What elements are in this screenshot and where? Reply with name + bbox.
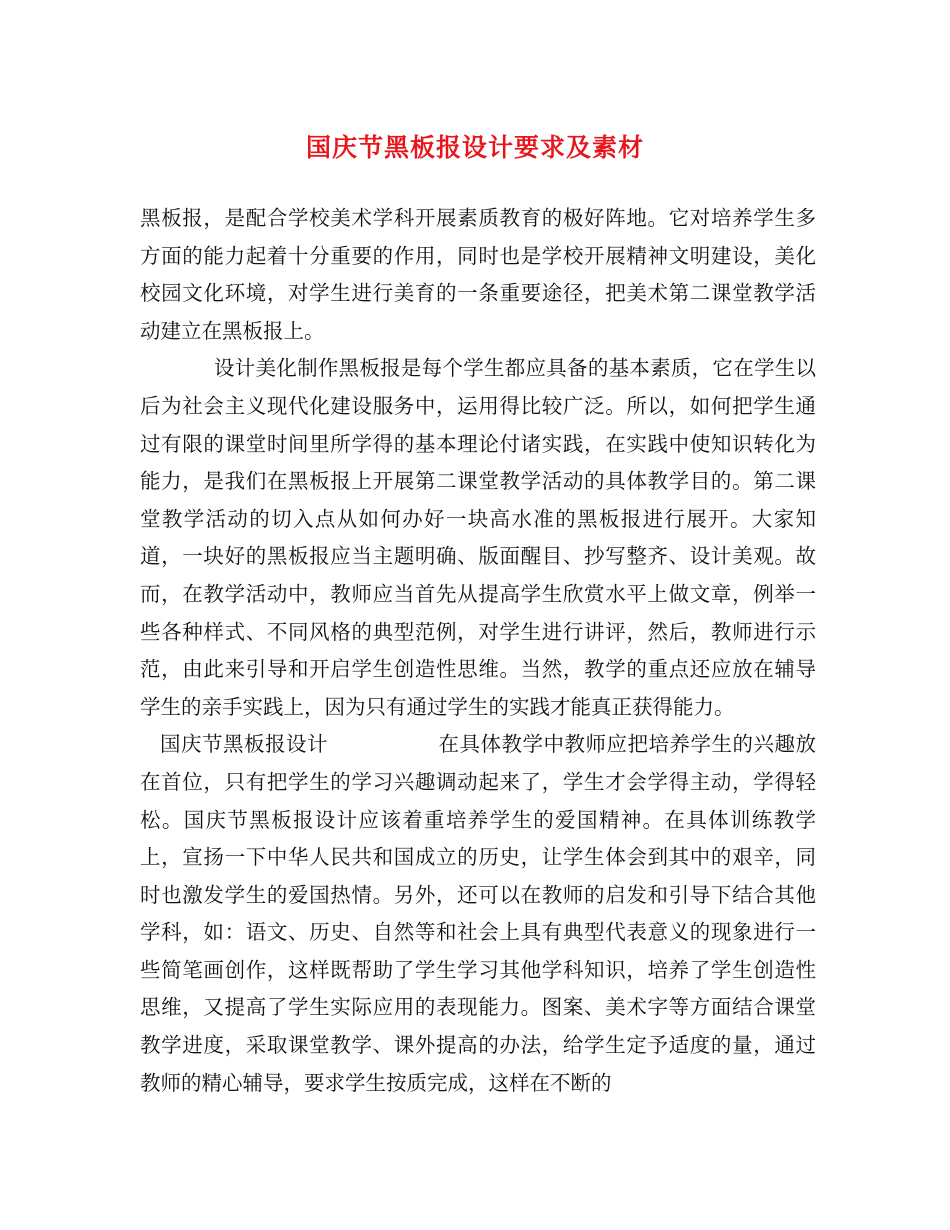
section-label: 国庆节黑板报设计 (160, 732, 328, 757)
page-title: 国庆节黑板报设计要求及素材 (305, 133, 644, 162)
paragraph-national-day-text: 在具体教学中教师应把培养学生的兴趣放在首位，只有把学生的学习兴趣调动起来了，学生才会学得主动，学得轻松。国庆节黑板报设计应该着重培养学生的爱国精神。在具体训练教学上，宣扬一下中华人民共和国成立的历史，让学生体会到其中的艰辛，同时也激发学生的爱国热情。另外，还可以在教师的启发和引导下结合其他学科，如：语文、历史、自然等和社会上具有典型代表意义的现象进行一些简笔画创作，这样既帮助了学生学习其他学科知识，培养了学生创造性思维，又提高了学生实际应用的表现能力。图案、美术字等方面结合课堂教学进度，采取课堂教学、课外提高的办法，给学生定予适度的量，通过教师的精心辅导，要求学生按质完成，这样在不断的 (140, 732, 816, 1095)
paragraph-national-day (140, 726, 816, 1102)
document-body (140, 200, 816, 1102)
paragraph-design-quality: 设计美化制作黑板报是每个学生都应具备的基本素质，它在学生以后为社会主义现代化建设服务中，运用得比较广泛。所以，如何把学生通过有限的课堂时间里所学得的基本理论付诸实践，在实践中使知识转化为能力，是我们在黑板报上开展第二课堂教学活动的具体教学目的。第二课堂教学活动的切入点从如何办好一块高水准的黑板报进行展开。大家知道，一块好的黑板报应当主题明确、版面醒目、抄写整齐、设计美观。故而，在教学活动中，教师应当首先从提高学生欣赏水平上做文章，例举一些各种样式、不同风格的典型范例，对学生进行讲评，然后，教师进行示范，由此来引导和开启学生创造性思维。当然，教学的重点还应放在辅导学生的亲手实践上，因为只有通过学生的实践才能真正获得能力。 (140, 356, 816, 719)
paragraph-intro: 黑板报，是配合学校美术学科开展素质教育的极好阵地。它对培养学生多方面的能力起着十分重要的作用，同时也是学校开展精神文明建设，美化校园文化环境，对学生进行美育的一条重要途径，把美术第二课堂教学活动建立在黑板报上。 (140, 206, 816, 343)
